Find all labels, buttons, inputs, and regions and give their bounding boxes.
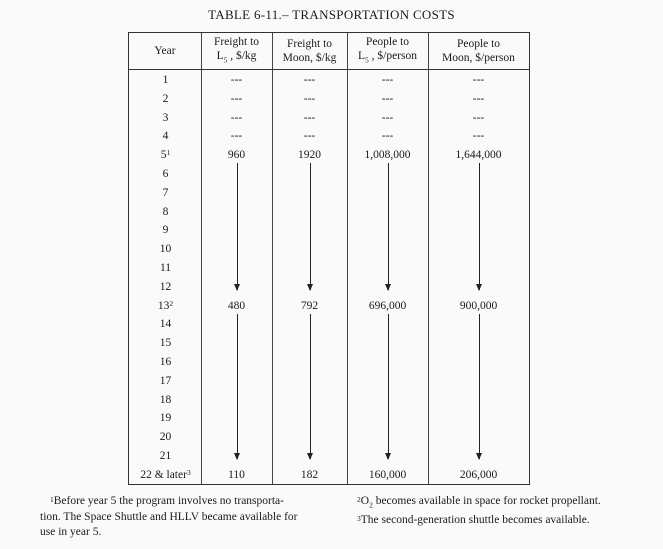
- value-cell: ---: [230, 74, 243, 86]
- value-cell: 160,000: [368, 468, 407, 481]
- header-people-moon-line1: People to: [456, 38, 501, 50]
- header-year: [129, 33, 201, 69]
- header-freight-l5-line1: Freight to: [213, 35, 260, 48]
- year-cell: 16: [159, 356, 172, 368]
- footnote-3: $^3$The second-generation shuttle becomes available.: [357, 514, 590, 526]
- down-arrow-icon: [237, 314, 238, 459]
- table-title: TABLE 6-11.– TRANSPORTATION COSTS: [208, 7, 455, 22]
- year-cell: 3: [162, 111, 169, 124]
- year-cell: 21: [159, 450, 172, 462]
- value-cell: ---: [381, 111, 394, 124]
- footnote-2: $^2O_2$ becomes available in space for rocket propellant.: [357, 495, 601, 510]
- value-cell: ---: [381, 92, 394, 105]
- year-cell: 15: [159, 337, 172, 350]
- value-cell: 480: [227, 299, 246, 312]
- value-cell: ---: [230, 111, 243, 124]
- value-cell: ---: [303, 92, 316, 105]
- year-cell: 10: [159, 243, 172, 256]
- value-cell: 792: [300, 299, 319, 312]
- year-cell: 22 & later$^3$: [140, 467, 191, 481]
- value-cell: 1,008,000: [364, 149, 411, 162]
- header-freight-l5-line2: $L_5$ , $/kg: [216, 49, 257, 65]
- year-cell: 12: [159, 280, 172, 293]
- value-cell: ---: [303, 130, 316, 143]
- year-cell: 18: [159, 393, 172, 406]
- header-people-l5-line2: $L_5$ , $/person: [357, 49, 417, 65]
- value-cell: ---: [472, 130, 485, 143]
- header-people-moon: [428, 33, 529, 69]
- year-cell: 7: [162, 186, 169, 199]
- down-arrow-icon: [237, 163, 238, 290]
- header-people-l5: [347, 33, 428, 69]
- year-cell: 1: [162, 74, 169, 86]
- header-divider: [129, 69, 529, 70]
- year-cell: $13^2$: [157, 298, 174, 312]
- down-arrow-icon: [388, 163, 389, 290]
- header-freight-moon: [272, 33, 347, 69]
- down-arrow-icon: [479, 163, 480, 290]
- down-arrow-icon: [310, 314, 311, 459]
- value-cell: ---: [472, 111, 485, 124]
- transportation-costs-table: [128, 32, 530, 485]
- year-cell: 2: [162, 92, 169, 105]
- value-cell: 960: [227, 149, 246, 162]
- value-cell: ---: [472, 74, 485, 86]
- value-cell: 1920: [298, 149, 321, 162]
- year-cell: 19: [159, 412, 172, 425]
- year-cell: 6: [162, 168, 169, 180]
- value-cell: ---: [381, 130, 394, 143]
- header-freight-l5: [201, 33, 272, 69]
- year-cell: 17: [159, 374, 172, 387]
- value-cell: 182: [300, 468, 319, 481]
- value-cell: 110: [228, 468, 245, 481]
- year-cell: $5^1$: [160, 148, 171, 162]
- year-cell: 14: [159, 318, 172, 331]
- value-cell: ---: [472, 92, 485, 105]
- value-cell: 206,000: [459, 468, 498, 481]
- value-cell: ---: [381, 74, 394, 86]
- year-cell: 4: [162, 130, 169, 143]
- header-freight-moon-line2: Moon, $/kg: [282, 52, 337, 64]
- value-cell: 696,000: [368, 299, 407, 312]
- footnote-1: $^1$Before year 5 the program involves no transporta- tion. The Space Shuttle and HLLV became available for use in year 5.: [40, 495, 298, 538]
- year-cell: 11: [159, 262, 172, 274]
- down-arrow-icon: [388, 314, 389, 459]
- value-cell: ---: [303, 74, 316, 86]
- year-cell: 8: [162, 205, 169, 218]
- value-cell: 900,000: [459, 299, 498, 312]
- header-people-moon-line2: Moon, $/person: [442, 52, 515, 64]
- header-freight-moon-line1: Freight to: [286, 38, 333, 50]
- down-arrow-icon: [479, 314, 480, 459]
- year-cell: 20: [159, 431, 172, 444]
- year-cell: 9: [162, 224, 169, 237]
- down-arrow-icon: [310, 163, 311, 290]
- value-cell: ---: [230, 92, 243, 105]
- header-people-l5-line1: People to: [365, 35, 410, 48]
- value-cell: ---: [230, 130, 243, 143]
- header-year-label: Year: [154, 45, 176, 57]
- value-cell: ---: [303, 111, 316, 124]
- value-cell: 1,644,000: [455, 149, 502, 162]
